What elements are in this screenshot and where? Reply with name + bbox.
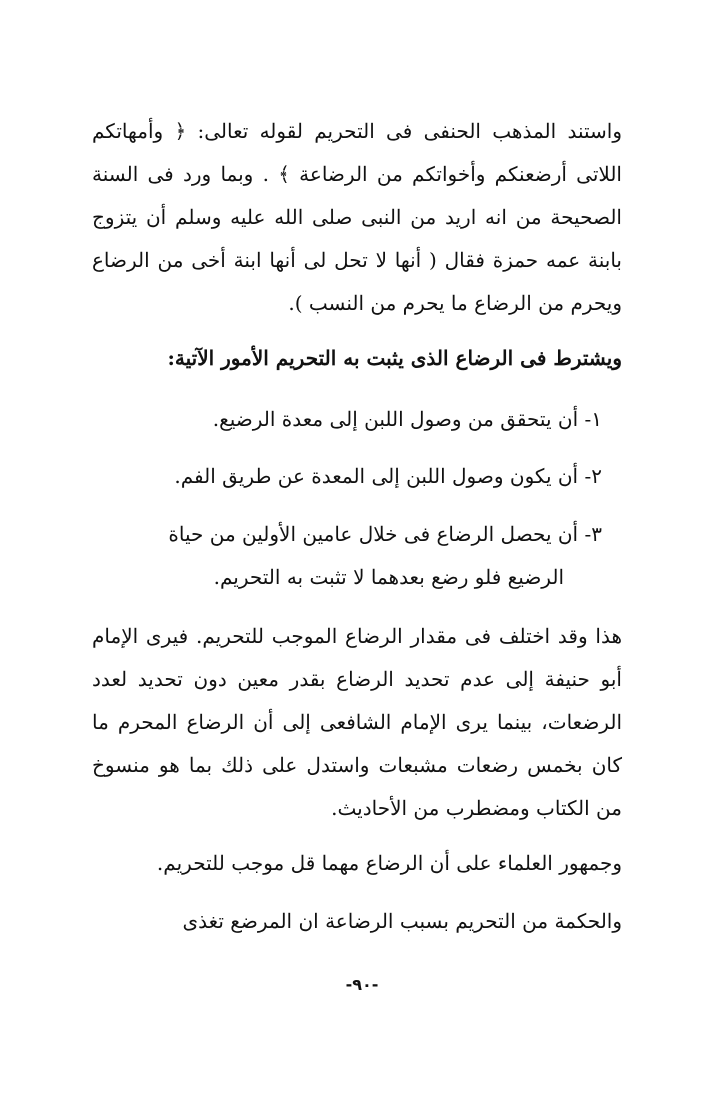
wisdom-paragraph: والحكمة من التحريم بسبب الرضاعة ان المرضع تغذى xyxy=(182,909,622,933)
condition-continuation: الرضيع فلو رضع بعدهما لا تثبت به التحريم. xyxy=(213,565,564,589)
disagreement-paragraph: هذا وقد اختلف فى مقدار الرضاع الموجب للتحريم. فيرى الإمام أبو حنيفة إلى عدم تحديد الرضاع بقدر معين دون تحديد لعدد الرضعات، بينما يرى الإمام الشافعى إلى أن الرضاع المحرم ما كان بخمس رضعات مشبعات واستدل على ذلك بما هو منسوخ من الكتاب ومضطرب من الأحاديث. xyxy=(92,624,622,820)
condition-text: أن يحصل الرضاع فى خلال عامين الأولين من حياة xyxy=(168,522,579,546)
conditions-list-3 xyxy=(92,513,622,599)
wisdom-paragraph-block xyxy=(92,900,622,943)
conditions-list-2 xyxy=(92,455,622,498)
condition-number: ١- xyxy=(584,407,602,431)
condition-item-1 xyxy=(92,398,622,441)
intro-paragraph: واستند المذهب الحنفى فى التحريم لقوله تعالى: ﴿ وأمهاتكم اللاتى أرضعنكم وأخواتكم من الرضاعة ﴾ . وبما ورد فى السنة الصحيحة من انه اريد من النبى صلى الله عليه وسلم أن يتزوج بابنة عمه حمزة فقال ( أنها لا تحل لى أنها ابنة أخى من الرضاع ويحرم من الرضاع ما يحرم من النسب ). xyxy=(92,119,622,315)
condition-text: أن يكون وصول اللبن إلى المعدة عن طريق الفم. xyxy=(174,464,579,488)
conditions-heading: ويشترط فى الرضاع الذى يثبت به التحريم الأمور الآتية: xyxy=(167,346,622,370)
condition-item-3 xyxy=(92,513,622,599)
intro-paragraph-block xyxy=(92,110,622,325)
page-number: -٩٠- xyxy=(345,975,379,994)
condition-text: أن يتحقق من وصول اللبن إلى معدة الرضيع. xyxy=(212,407,579,431)
condition-number: ٢- xyxy=(584,464,602,488)
majority-paragraph: وجمهور العلماء على أن الرضاع مهما قل موجب للتحريم. xyxy=(156,851,622,875)
condition-number: ٣- xyxy=(584,522,602,546)
majority-paragraph-block xyxy=(92,842,622,885)
disagreement-paragraph-block xyxy=(92,615,622,830)
conditions-heading-block xyxy=(92,337,622,380)
conditions-list xyxy=(92,398,622,441)
condition-item-2 xyxy=(92,455,622,498)
